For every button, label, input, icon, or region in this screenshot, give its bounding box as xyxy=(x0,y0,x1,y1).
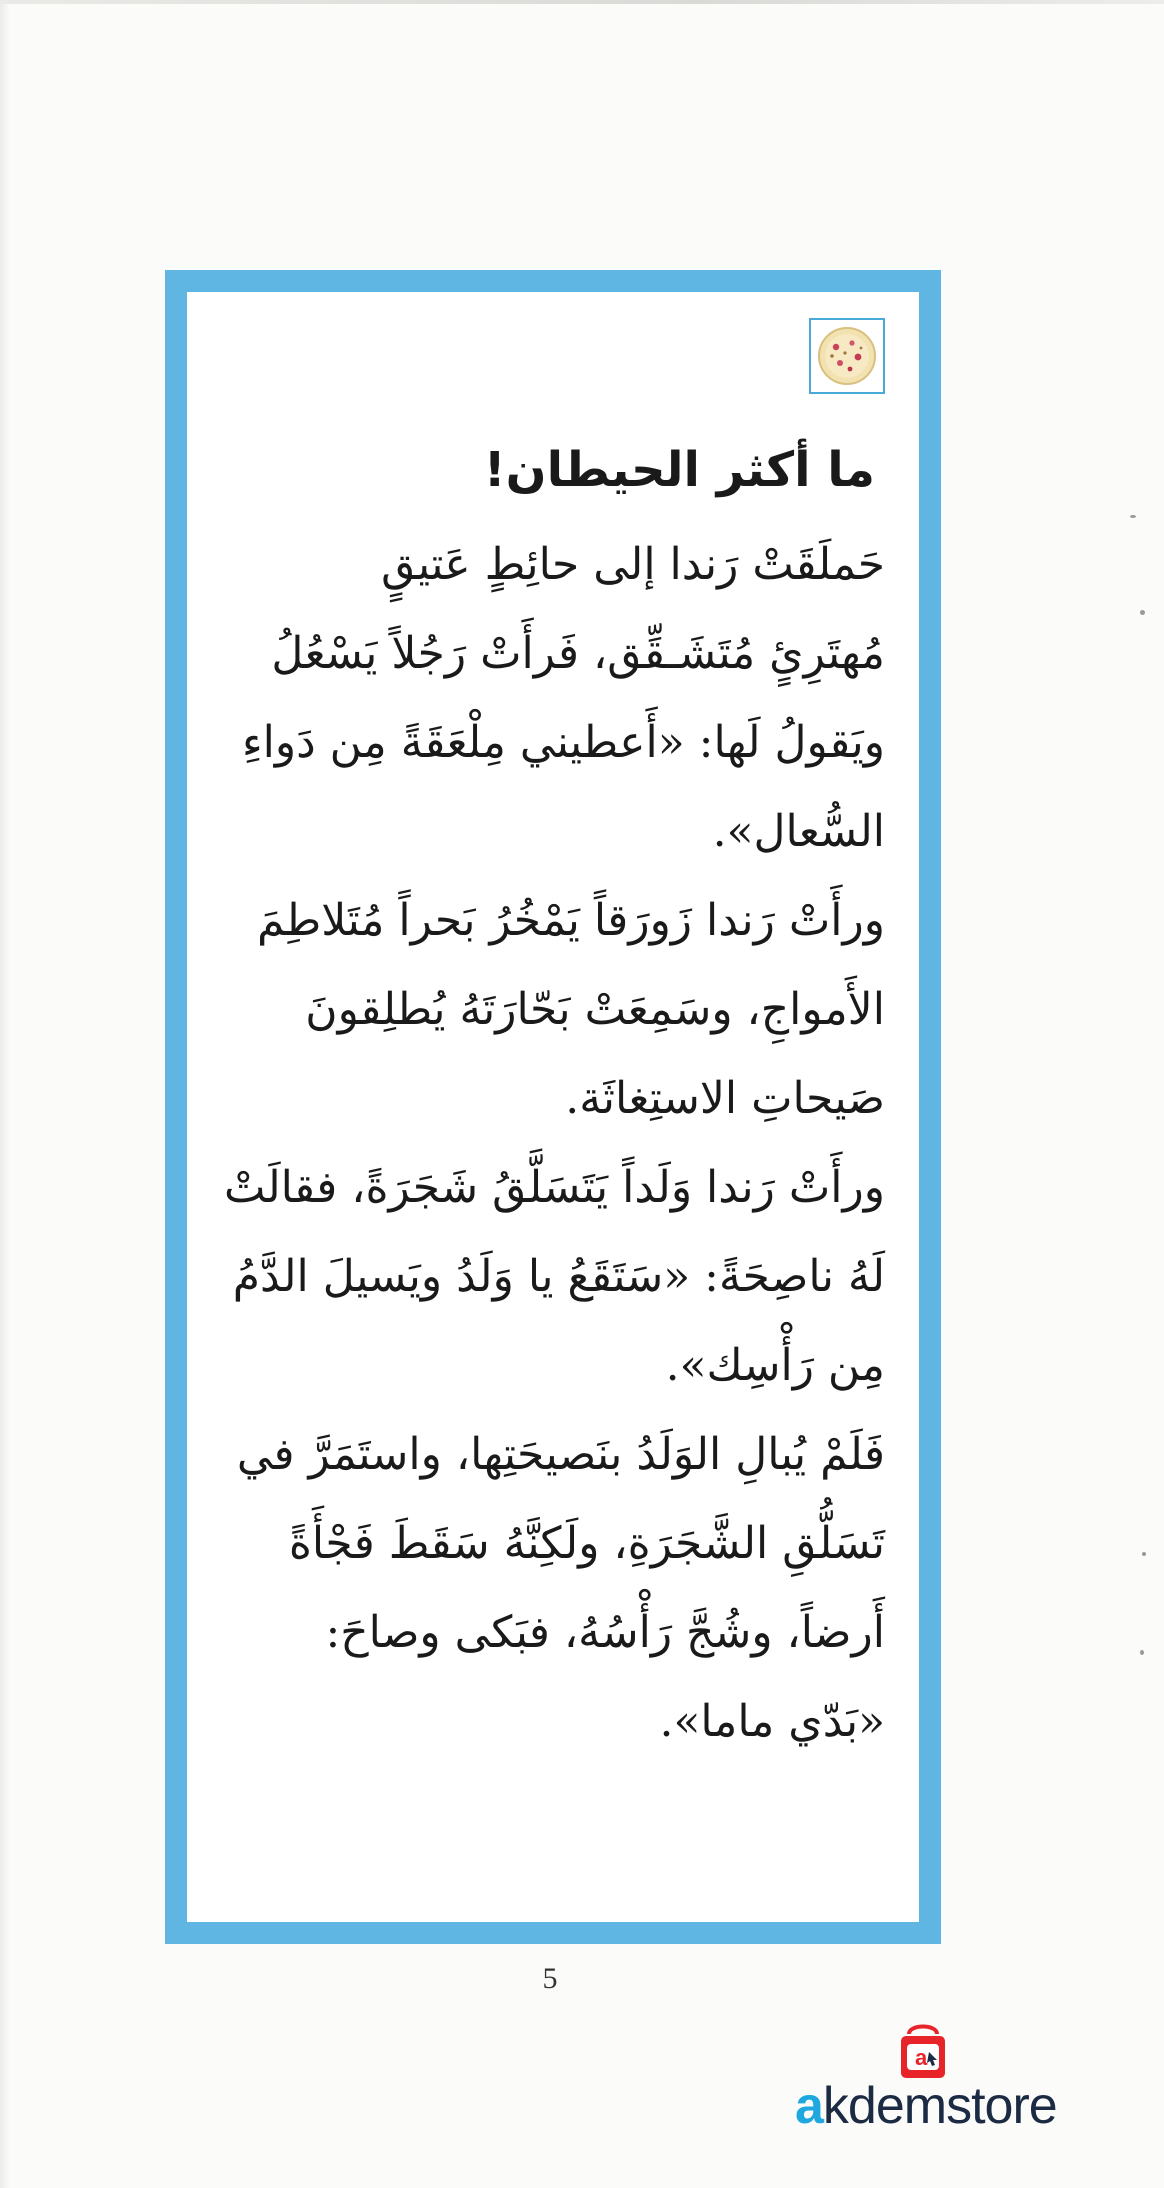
text-line: ويَقولُ لَها: «أَعطيني مِلْعَقَةً مِن دَواءِ xyxy=(241,717,885,768)
page-left-edge xyxy=(0,0,10,2188)
text-line: لَهُ ناصِحَةً: «سَتَقَعُ يا وَلَدُ ويَسيلَ الدَّمُ xyxy=(232,1251,885,1302)
store-name-rest: kdemstore xyxy=(822,2077,1057,2135)
page-top-edge xyxy=(0,0,1164,4)
text-line: الأَمواجِ، وسَمِعَتْ بَحّارَتَهُ يُطلِقونَ xyxy=(305,984,885,1035)
scan-speck xyxy=(1140,1650,1144,1655)
text-line: مِن رَأْسِك». xyxy=(665,1340,885,1391)
text-line: صَيحاتِ الاستِغاثَة. xyxy=(565,1073,885,1124)
cookie-icon xyxy=(814,323,880,389)
scan-speck xyxy=(1130,515,1136,518)
store-name-accent: a xyxy=(795,2077,823,2135)
text-line: السُّعال». xyxy=(712,806,885,857)
story-paragraph-1 xyxy=(217,520,885,876)
text-line: أَرضاً، وشُجَّ رَأْسُهُ، فبَكى وصاحَ: xyxy=(325,1607,885,1658)
scan-speck xyxy=(1142,1552,1146,1556)
shopping-bag-icon xyxy=(895,2020,951,2082)
text-line: «بَدّي ماما». xyxy=(659,1696,885,1747)
story-paragraph-2 xyxy=(217,876,885,1143)
scan-speck xyxy=(1140,610,1145,615)
logo-bag-letter: a xyxy=(915,2045,928,2070)
text-line: ورأَتْ رَندا زَورَقاً يَمْخُرُ بَحراً مُتَلاطِمَ xyxy=(257,895,885,946)
story-frame xyxy=(165,270,941,1944)
story-paragraph-3 xyxy=(217,1143,885,1410)
story-text xyxy=(217,420,885,1766)
store-name xyxy=(795,2076,1057,2136)
story-title: ما أكثر الحيطان! xyxy=(483,442,875,498)
store-logo[interactable] xyxy=(795,2020,1075,2140)
text-line: ورأَتْ رَندا وَلَداً يَتَسَلَّقُ شَجَرَةً، فقالَتْ xyxy=(223,1162,885,1213)
text-line: فَلَمْ يُبالِ الوَلَدُ بنَصيحَتِها، واستَمَرَّ في xyxy=(236,1429,885,1480)
text-line: حَملَقَتْ رَندا إلى حائِطٍ عَتيقٍ xyxy=(381,539,885,590)
text-line: مُهتَرِئٍ مُتَشَـقِّق، فَرأَتْ رَجُلاً يَسْعُلُ xyxy=(271,628,885,679)
story-paragraph-4 xyxy=(217,1410,885,1766)
page-number: 5 xyxy=(542,1962,558,1995)
text-line: تَسَلُّقِ الشَّجَرَةِ، ولَكِنَّهُ سَقَطَ فَجْأَةً xyxy=(288,1518,885,1569)
story-thumbnail xyxy=(809,318,885,394)
